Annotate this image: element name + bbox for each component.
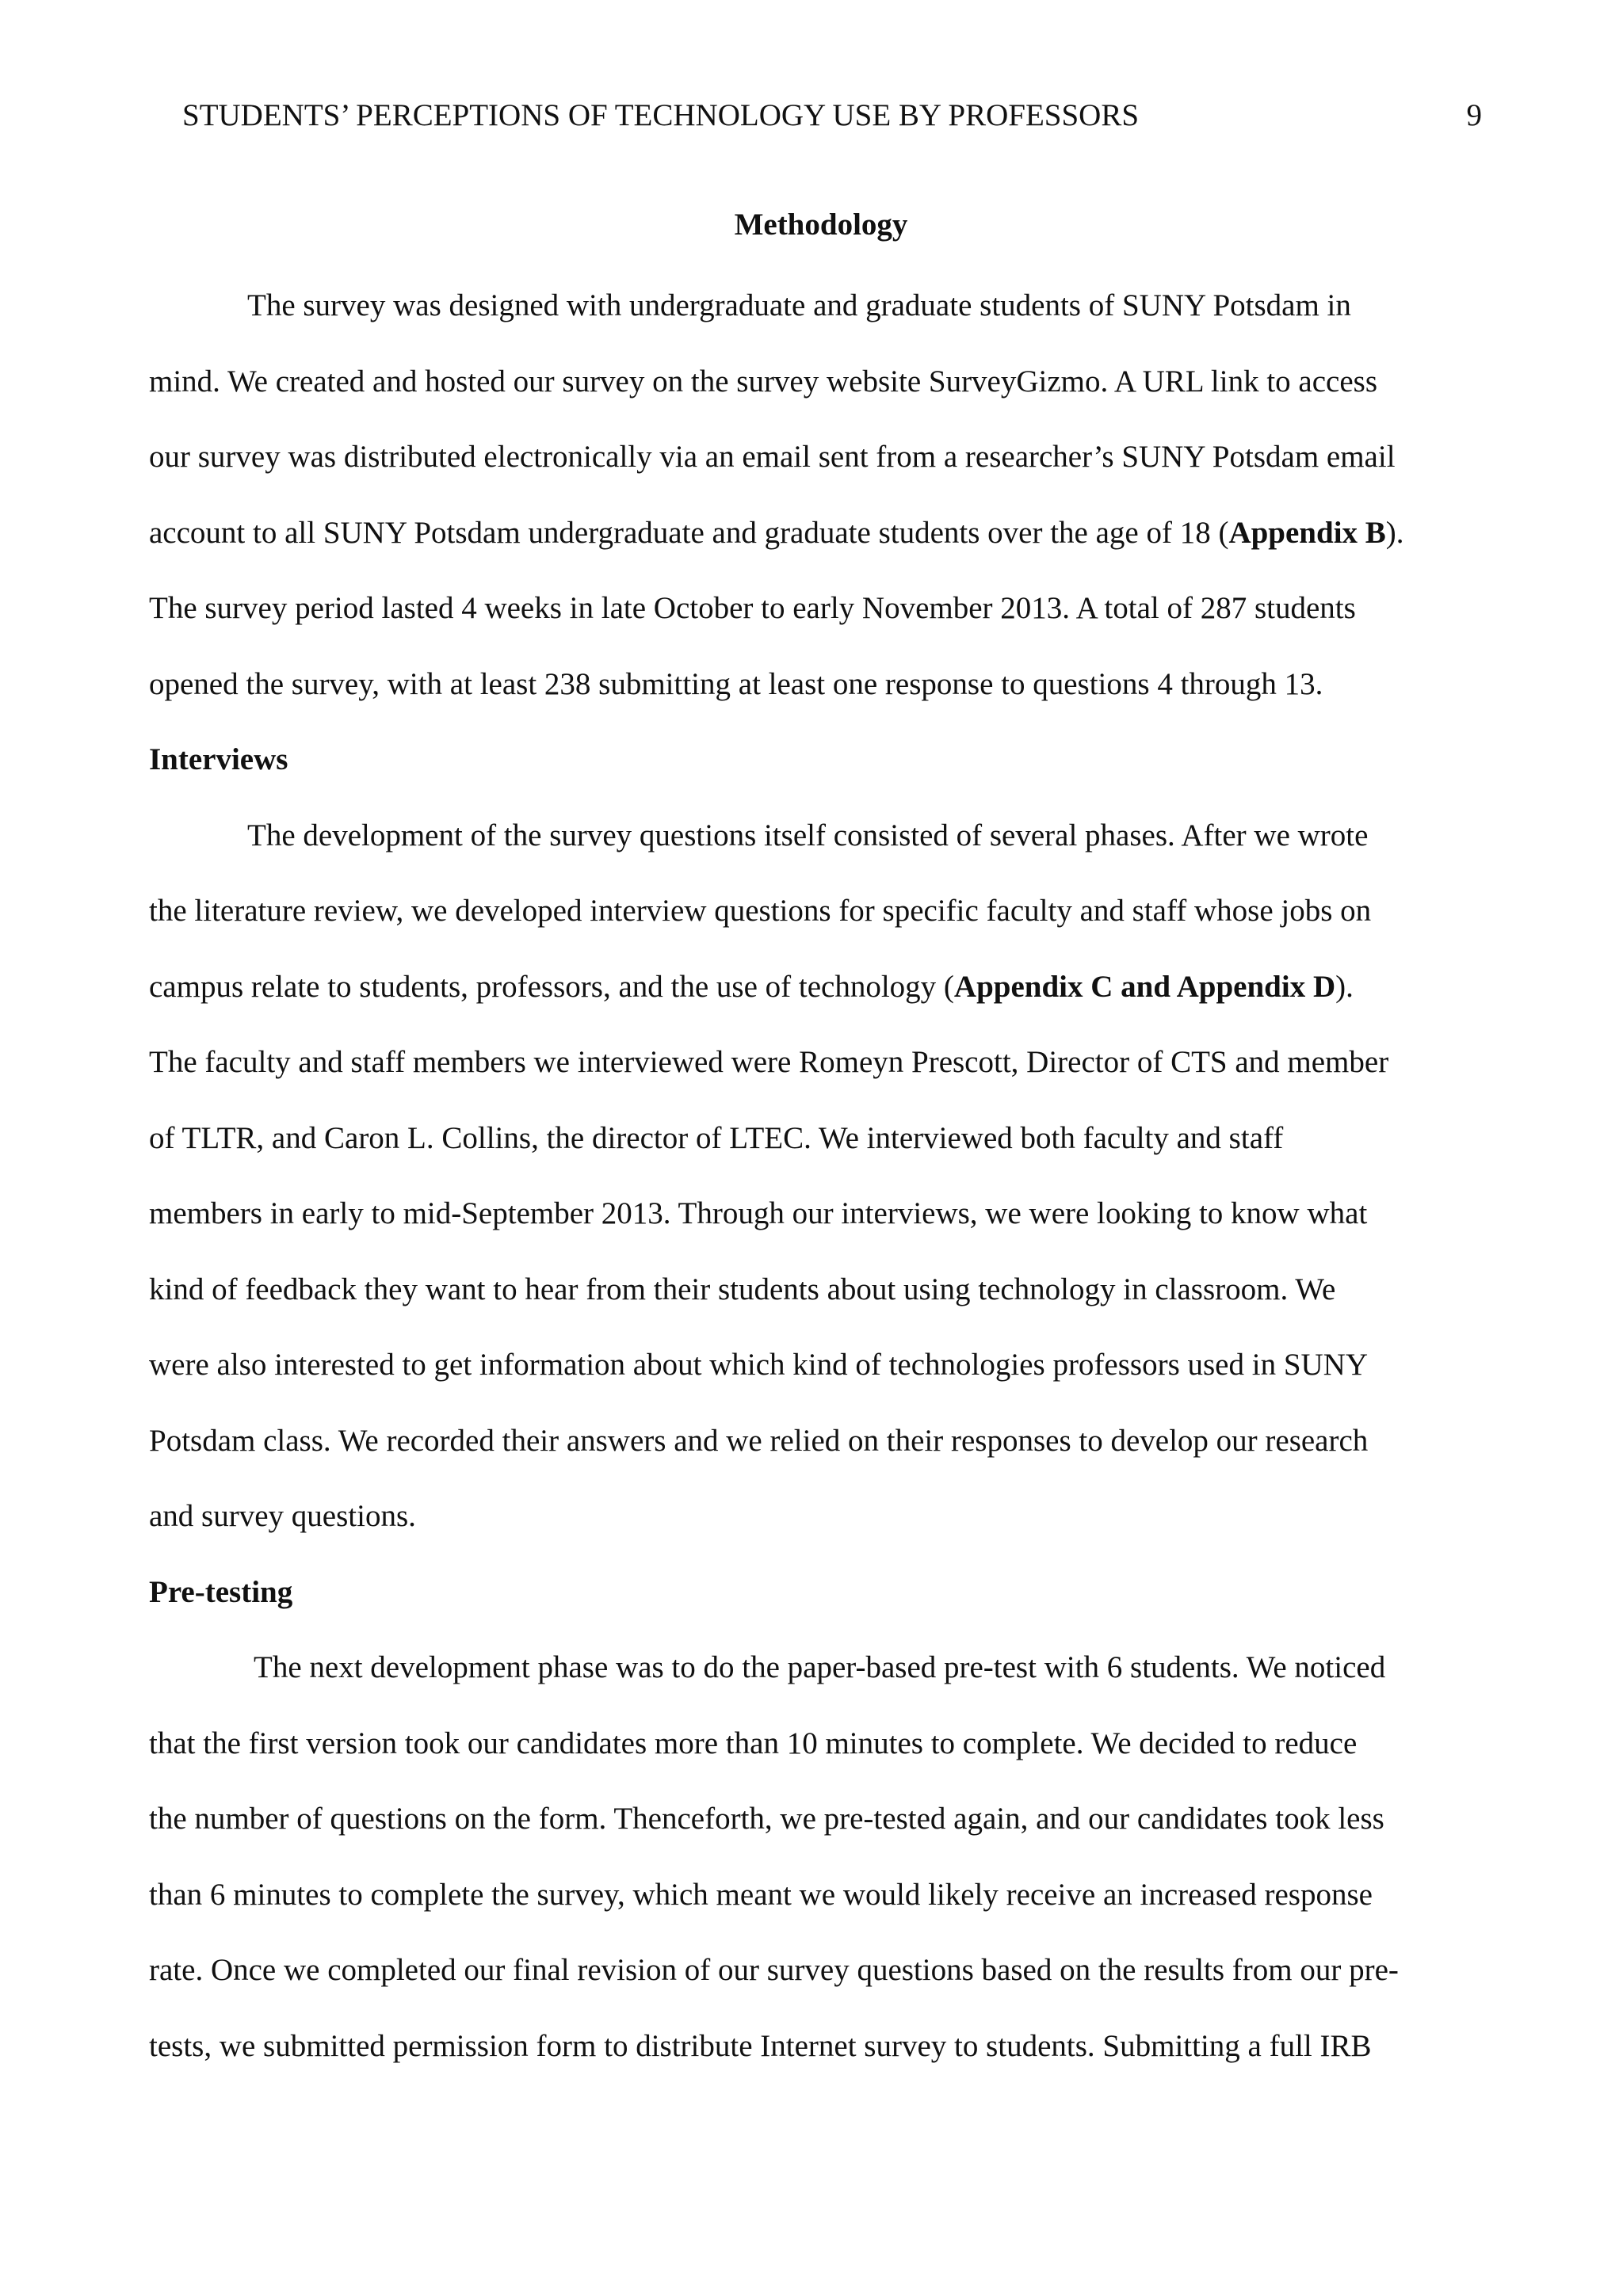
interviews-paragraph — [149, 798, 1493, 1554]
paragraph-line — [149, 495, 1493, 571]
paragraph-line: The faculty and staff members we interviewed were Romeyn Prescott, Director of CTS and member — [149, 1045, 1389, 1079]
paragraph-line: kind of feedback they want to hear from their students about using technology in classroom. We — [149, 1272, 1336, 1306]
appendix-reference: Appendix C and Appendix D — [953, 969, 1336, 1004]
line-text: ). — [1335, 969, 1354, 1004]
paragraph-line: that the first version took our candidates more than 10 minutes to complete. We decided to reduce — [149, 1726, 1358, 1760]
interviews-heading: Interviews — [149, 742, 288, 776]
paragraph-line: the number of questions on the form. Thenceforth, we pre-tested again, and our candidates took less — [149, 1802, 1384, 1836]
paragraph-line: Potsdam class. We recorded their answers and we relied on their responses to develop our research — [149, 1423, 1369, 1458]
paragraph-line: The next development phase was to do the paper-based pre-test with 6 students. We noticed — [254, 1650, 1386, 1684]
line-text: campus relate to students, professors, and the use of technology ( — [149, 969, 954, 1004]
paragraph-line — [149, 949, 1493, 1025]
line-text: account to all SUNY Potsdam undergraduate and graduate students over the age of 18 ( — [149, 515, 1229, 550]
paragraph-line: The survey was designed with undergraduate and graduate students of SUNY Potsdam in — [247, 288, 1351, 322]
paragraph-line: The development of the survey questions itself consisted of several phases. After we wrote — [247, 818, 1369, 852]
appendix-reference: Appendix B — [1228, 515, 1386, 550]
paragraph-line: and survey questions. — [149, 1499, 416, 1533]
paragraph-line: tests, we submitted permission form to distribute Internet survey to students. Submitting a full IRB — [149, 2028, 1372, 2063]
line-text: ). — [1385, 515, 1404, 550]
paragraph-line: the literature review, we developed interview questions for specific faculty and staff whose jobs on — [149, 894, 1372, 928]
section-title: Methodology — [734, 208, 908, 242]
pretesting-paragraph — [149, 1630, 1493, 2084]
paragraph-line: were also interested to get information about which kind of technologies professors used in SUNY — [149, 1348, 1369, 1382]
paragraph-line: opened the survey, with at least 238 submitting at least one response to questions 4 through 13. — [149, 666, 1323, 701]
body-text — [149, 192, 1493, 2084]
paragraph-line: The survey period lasted 4 weeks in late October to early November 2013. A total of 287 students — [149, 591, 1356, 625]
paragraph-line: of TLTR, and Caron L. Collins, the director of LTEC. We interviewed both faculty and staff — [149, 1120, 1284, 1155]
paragraph-line: than 6 minutes to complete the survey, which meant we would likely receive an increased response — [149, 1877, 1373, 1912]
paragraph-line: mind. We created and hosted our survey on the survey website SurveyGizmo. A URL link to access — [149, 364, 1378, 399]
paragraph-line: rate. Once we completed our final revision of our survey questions based on the results from our pre- — [149, 1953, 1399, 1987]
paragraph-line: our survey was distributed electronically via an email sent from a researcher’s SUNY Potsdam email — [149, 440, 1396, 474]
pretesting-heading: Pre-testing — [149, 1574, 293, 1609]
running-head: STUDENTS’ PERCEPTIONS OF TECHNOLOGY USE BY PROFESSORS — [182, 98, 1140, 132]
page-number: 9 — [1466, 98, 1482, 132]
intro-paragraph — [149, 268, 1493, 722]
paragraph-line: members in early to mid-September 2013. Through our interviews, we were looking to know what — [149, 1196, 1368, 1230]
